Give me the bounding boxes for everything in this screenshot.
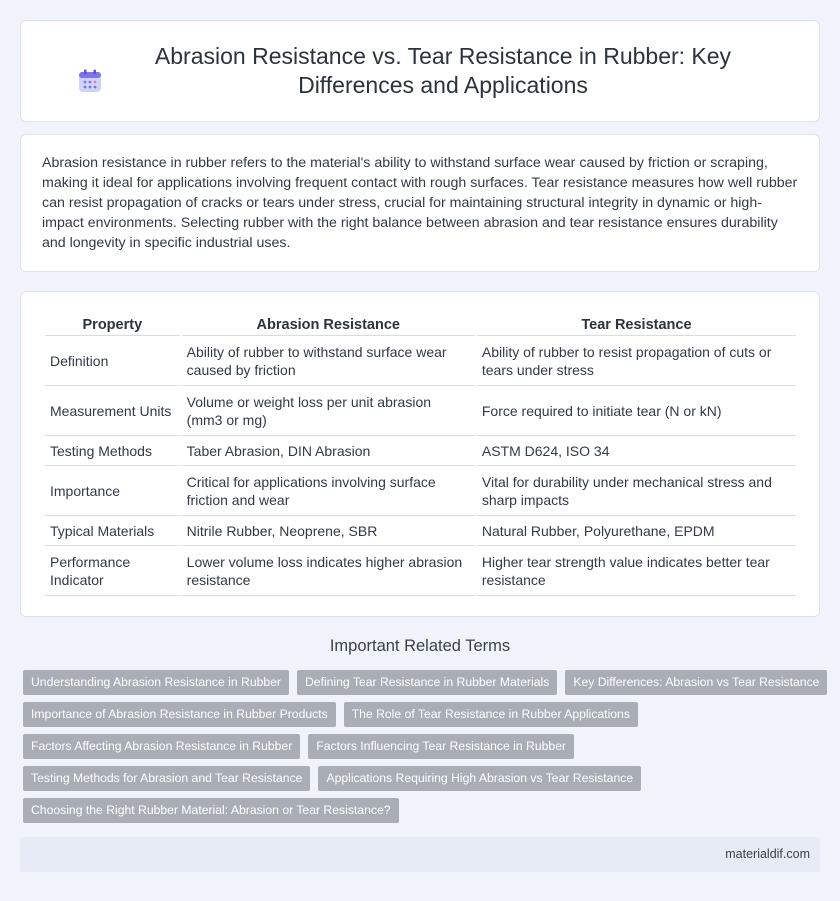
page-title: Abrasion Resistance vs. Tear Resistance in Rubber: Key Differences and Applications <box>154 43 732 98</box>
table-row <box>45 516 796 546</box>
cell-property: Importance <box>45 466 180 516</box>
cell-abrasion: Nitrile Rubber, Neoprene, SBR <box>182 516 475 546</box>
intro-paragraph: Abrasion resistance in rubber refers to the material's ability to withstand surface wear caused by friction or scraping, making it ideal for applications involving frequent contact with rough surfaces. Tear resistance measures how well rubber can resist propagation of cracks or tears under stress, crucial for maintaining structural integrity in dynamic or high-impact environments. Selecting rubber with the right balance between abrasion and tear resistance ensures durability and longevity in specific industrial uses. <box>42 155 798 251</box>
related-terms-tags <box>23 670 823 830</box>
intro-card <box>20 134 820 272</box>
tag-defining-tear[interactable]: Defining Tear Resistance in Rubber Materials <box>297 670 557 695</box>
cell-tear: Ability of rubber to resist propagation of cuts or tears under stress <box>477 336 796 386</box>
comparison-table <box>43 314 798 596</box>
cell-tear: ASTM D624, ISO 34 <box>477 436 796 466</box>
cell-abrasion: Taber Abrasion, DIN Abrasion <box>182 436 475 466</box>
cell-tear: Force required to initiate tear (N or kN) <box>477 386 796 436</box>
footer <box>20 837 820 872</box>
table-header-row <box>45 314 796 336</box>
comparison-table-card <box>20 291 820 617</box>
cell-abrasion: Lower volume loss indicates higher abrasion resistance <box>182 546 475 596</box>
cell-tear: Higher tear strength value indicates better tear resistance <box>477 546 796 596</box>
tag-row <box>23 702 823 727</box>
cell-abrasion: Ability of rubber to withstand surface wear caused by friction <box>182 336 475 386</box>
tag-row <box>23 734 823 759</box>
tag-factors-abrasion[interactable]: Factors Affecting Abrasion Resistance in Rubber <box>23 734 300 759</box>
cell-property: Measurement Units <box>45 386 180 436</box>
table-row <box>45 436 796 466</box>
header-tear-resistance: Tear Resistance <box>477 314 796 336</box>
cell-property: Typical Materials <box>45 516 180 546</box>
cell-property: Performance Indicator <box>45 546 180 596</box>
tag-row <box>23 766 823 791</box>
table-row <box>45 466 796 516</box>
table-row <box>45 546 796 596</box>
title-wrap <box>77 42 763 100</box>
cell-property: Testing Methods <box>45 436 180 466</box>
tag-applications[interactable]: Applications Requiring High Abrasion vs Tear Resistance <box>318 766 641 791</box>
header-property: Property <box>45 314 180 336</box>
title-card <box>20 20 820 122</box>
tag-factors-tear[interactable]: Factors Influencing Tear Resistance in Rubber <box>308 734 574 759</box>
header-abrasion-resistance: Abrasion Resistance <box>182 314 475 336</box>
table-row <box>45 336 796 386</box>
tag-testing-methods[interactable]: Testing Methods for Abrasion and Tear Resistance <box>23 766 310 791</box>
tag-row <box>23 798 823 823</box>
cell-tear: Vital for durability under mechanical stress and sharp impacts <box>477 466 796 516</box>
calendar-icon <box>77 68 103 94</box>
footer-site-link[interactable]: materialdif.com <box>725 847 810 861</box>
tag-role-tear[interactable]: The Role of Tear Resistance in Rubber Applications <box>344 702 638 727</box>
tag-row <box>23 670 823 695</box>
tag-choosing-material[interactable]: Choosing the Right Rubber Material: Abrasion or Tear Resistance? <box>23 798 399 823</box>
table-row <box>45 386 796 436</box>
cell-abrasion: Volume or weight loss per unit abrasion (mm3 or mg) <box>182 386 475 436</box>
tag-key-differences[interactable]: Key Differences: Abrasion vs Tear Resistance <box>565 670 827 695</box>
tag-understanding-abrasion[interactable]: Understanding Abrasion Resistance in Rubber <box>23 670 289 695</box>
tag-importance-abrasion[interactable]: Importance of Abrasion Resistance in Rubber Products <box>23 702 336 727</box>
related-terms-heading: Important Related Terms <box>329 637 511 655</box>
cell-abrasion: Critical for applications involving surface friction and wear <box>182 466 475 516</box>
cell-tear: Natural Rubber, Polyurethane, EPDM <box>477 516 796 546</box>
cell-property: Definition <box>45 336 180 386</box>
